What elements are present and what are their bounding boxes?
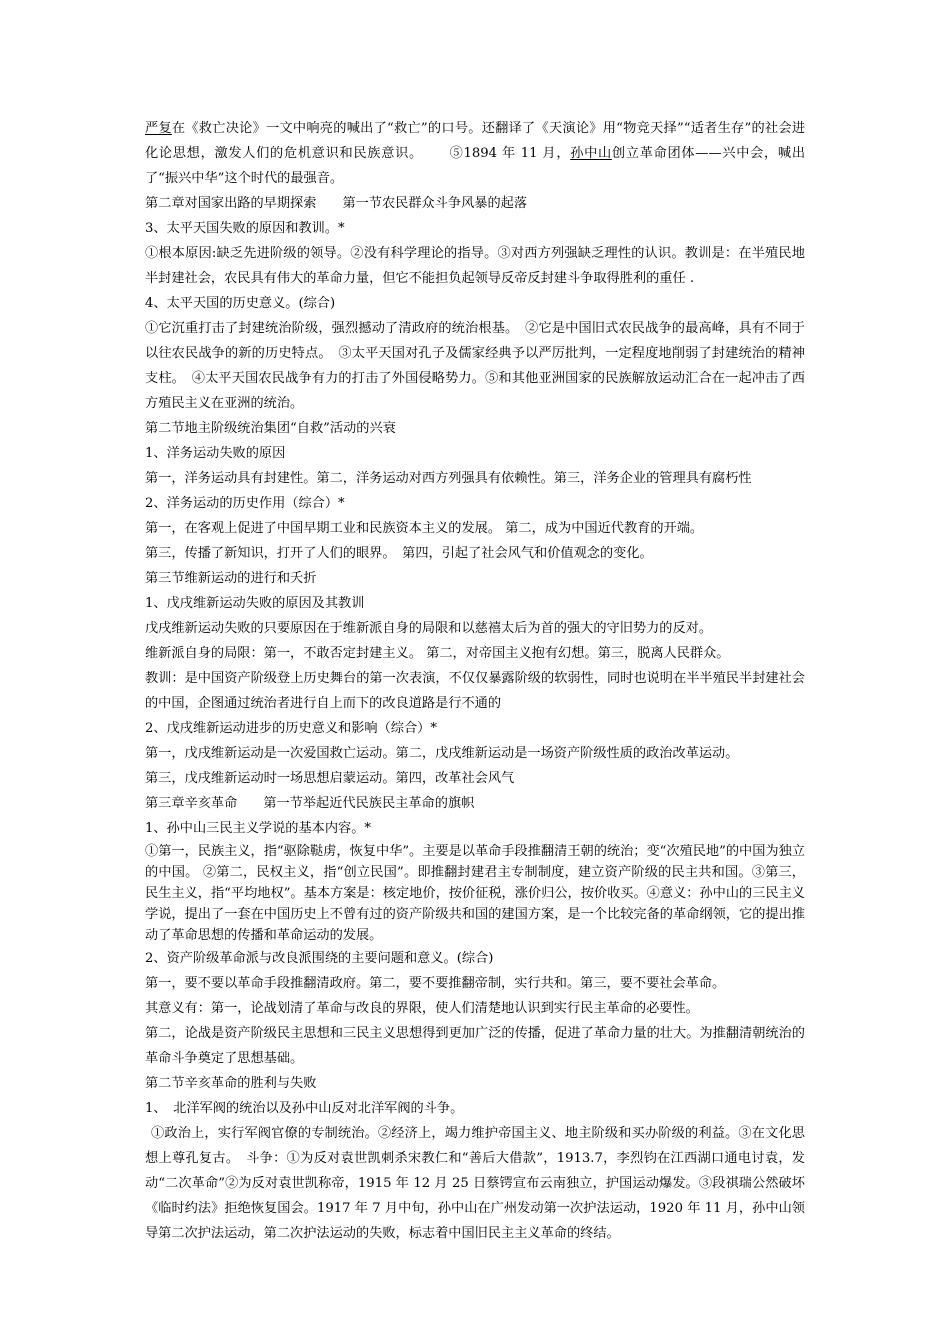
- section-c2-heading: 第二节辛亥革命的胜利与失败: [145, 1076, 317, 1091]
- section-3-heading: 第三节维新运动的进行和夭折: [145, 571, 317, 586]
- yangwu-1-body: 第一，洋务运动具有封建性。第二，洋务运动对西方列强具有依赖性。第三，洋务企业的管理具有腐朽性: [145, 471, 752, 486]
- document-page: [145, 116, 805, 1246]
- question-4-title: 4、太平天国的历史意义。(综合): [145, 296, 336, 311]
- yangwu-2-body-1: 第一，在客观上促进了中国早期工业和民族资本主义的发展。 第二，成为中国近代教育的开端。: [145, 521, 704, 536]
- intro-paragraph: [145, 116, 805, 191]
- yangwu-2-title: 2、洋务运动的历史作用（综合）*: [145, 496, 345, 511]
- beiyang-1-body: ①政治上，实行军阀官僚的专制统治。②经济上，竭力维护帝国主义、地主阶级和买办阶级的利益。③在文化思想上尊孔复古。 斗争：①为反对袁世凯刺杀宋教仁和“善后大借款”，1913.7，李烈钧在江西湖口通电讨袁，发动“二次革命”②为反对袁世凯称帝，1915 年 12 月 25 日蔡锷宣布云南独立，护国运动爆发。③段祺瑞公然破坏《临时约法》拒绝恢复国会。1917 年 7 月中旬，孙中山在广州发动第一次护法运动，1920 年 11 月，孙中山领导第二次护法运动，第二次护法运动的失败，标志着中国旧民主主义革命的终结。: [145, 1126, 805, 1241]
- chapter-2-heading: 第二章对国家出路的早期探索 第一节农民群众斗争风暴的起落: [145, 196, 528, 211]
- weixin-2-body-2: 第三，戊戌维新运动时一场思想启蒙运动。第四，改革社会风气: [145, 771, 515, 786]
- name-yanfu: 严复: [145, 121, 172, 136]
- sanmin-2-body-2: 其意义有：第一，论战划清了革命与改良的界限，使人们清楚地认识到实行民主革命的必要性。: [145, 1001, 699, 1016]
- weixin-1-body-3: 教训：是中国资产阶级登上历史舞台的第一次表演，不仅仅暴露阶级的软弱性，同时也说明在半半殖民半封建社会的中国，企图通过统治者进行自上而下的改良道路是行不通的: [145, 671, 805, 711]
- sanmin-2-body-3: 第二，论战是资产阶级民主思想和三民主义思想得到更加广泛的传播，促进了革命力量的壮大。为推翻清朝统治的革命斗争奠定了思想基础。: [145, 1026, 805, 1066]
- sanmin-1-title: 1、孙中山三民主义学说的基本内容。*: [145, 821, 371, 836]
- weixin-2-title: 2、戊戌维新运动进步的历史意义和影响（综合）*: [145, 721, 437, 736]
- yangwu-2-body-2: 第三，传播了新知识，打开了人们的眼界。 第四，引起了社会风气和价值观念的变化。: [145, 546, 653, 561]
- weixin-2-body-1: 第一，戊戌维新运动是一次爱国救亡运动。第二，戊戌维新运动是一场资产阶级性质的政治改革运动。: [145, 746, 739, 761]
- weixin-1-body-2: 维新派自身的局限：第一，不敢否定封建主义。 第二，对帝国主义抱有幻想。第三，脱离人民群众。: [145, 646, 730, 661]
- weixin-1-body-1: 戊戌维新运动失败的只要原因在于维新派自身的局限和以慈禧太后为首的强大的守旧势力的反对。: [145, 621, 713, 636]
- chapter-3-heading: 第三章辛亥革命 第一节举起近代民族民主革命的旗帜: [145, 796, 475, 811]
- weixin-1-title: 1、戊戌维新运动失败的原因及其教训: [145, 596, 365, 611]
- beiyang-1-title: 1、 北洋军阀的统治以及孙中山反对北洋军阀的斗争。: [145, 1101, 464, 1116]
- section-2-heading: 第二节地主阶级统治集团“自救”活动的兴衰: [145, 421, 396, 436]
- question-4-body: ①它沉重打击了封建统治阶级，强烈撼动了清政府的统治根基。 ②它是中国旧式农民战争的最高峰，具有不同于以往农民战争的新的历史特点。 ③太平天国对孔子及儒家经典予以严厉批判，一定程度地削弱了封建统治的精神支柱。 ④太平天国农民战争有力的打击了外国侵略势力。⑤和其他亚洲国家的民族解放运动汇合在一起冲击了西方殖民主义在亚洲的统治。: [145, 321, 805, 411]
- yangwu-1-title: 1、洋务运动失败的原因: [145, 446, 286, 461]
- question-3-title: 3、太平天国失败的原因和教训。*: [145, 221, 345, 236]
- sanmin-2-title: 2、资产阶级革命派与改良派围绕的主要问题和意义。(综合): [145, 951, 494, 966]
- intro-text-2: ⑤1894 年 11 月，: [448, 146, 571, 161]
- intro-text-3: 创立革命团体——兴中会，喊出了“振兴中华”这个时代的最强音。: [145, 146, 806, 186]
- intro-text-1: 在《救亡决论》一文中响亮的喊出了“救亡”的口号。还翻译了《天演论》用“物竞天择”“适者生存”的社会进化论思想，激发人们的危机意识和民族意识。: [145, 121, 806, 161]
- sanmin-2-body-1: 第一，要不要以革命手段推翻清政府。第二，要不要推翻帝制，实行共和。第三，要不要社会革命。: [145, 976, 726, 991]
- sanmin-1-body: ①第一，民族主义，指“驱除鞑虏，恢复中华”。主要是以革命手段推翻清王朝的统治；变“次殖民地”的中国为独立的中国。 ②第二，民权主义，指“创立民国”。即推翻封建君主专制制度，建立资产阶级的民主共和国。③第三，民生主义，指“平均地权”。基本方案是：核定地价，按价征税，涨价归公，按价收买。④意义：孙中山的三民主义学说，提出了一套在中国历史上不曾有过的资产阶级共和国的建国方案，是一个比较完备的革命纲领，它的提出推动了革命思想的传播和革命运动的发展。: [145, 844, 805, 943]
- name-sunzhongshan: 孙中山: [570, 146, 612, 161]
- question-3-body: ①根本原因:缺乏先进阶级的领导。②没有科学理论的指导。③对西方列强缺乏理性的认识。教训是：在半殖民地半封建社会，农民具有伟大的革命力量，但它不能担负起领导反帝反封建斗争取得胜利的重任 .: [145, 246, 805, 286]
